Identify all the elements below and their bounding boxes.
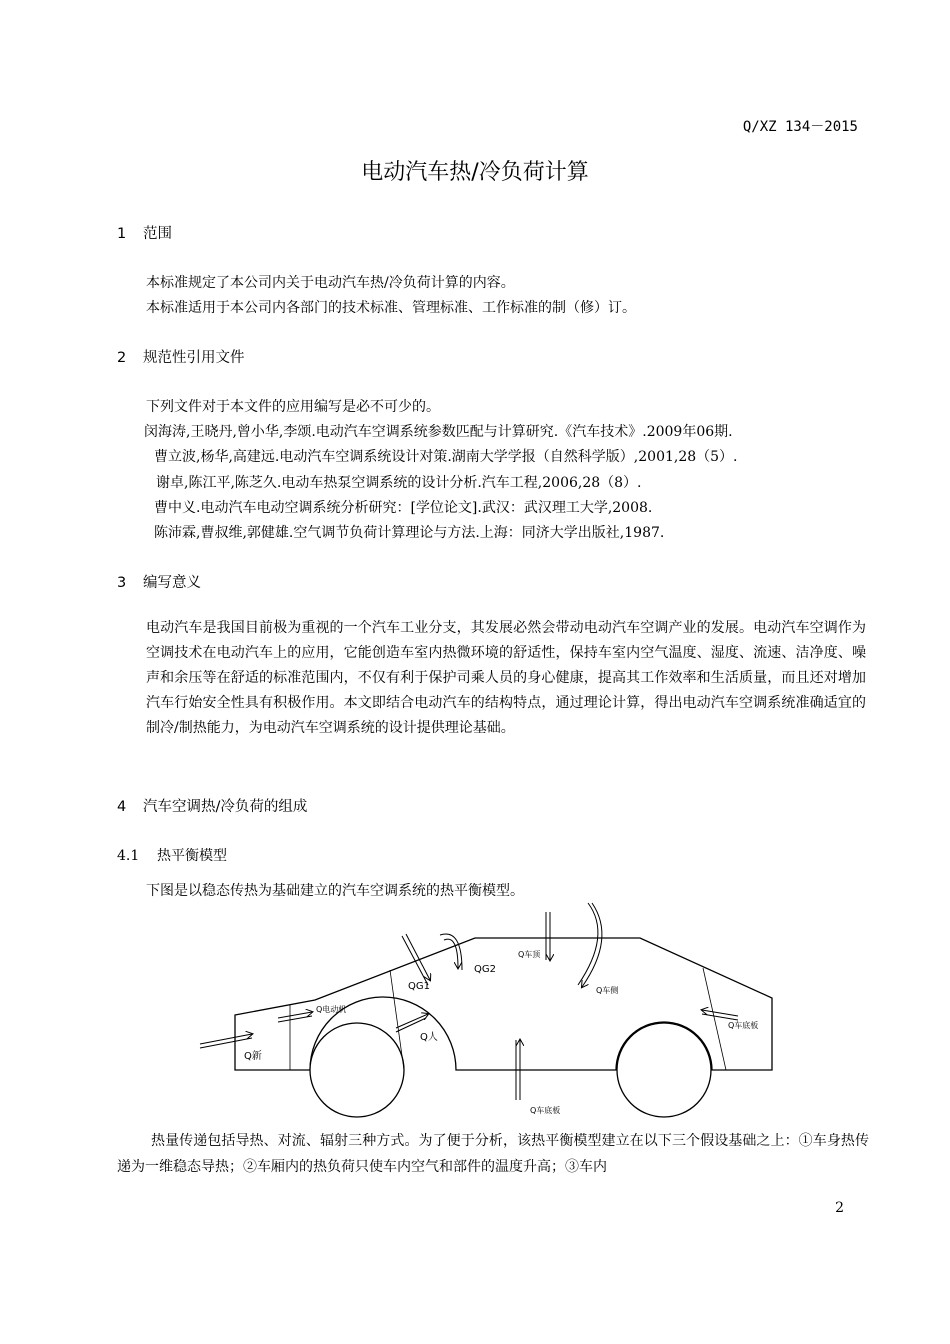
paragraph: 下图是以稳态传热为基础建立的汽车空调系统的热平衡模型。 [146,883,524,899]
arrow-q-xin [200,1034,252,1048]
section-1-heading [117,222,172,243]
arrow-qg1 [402,934,430,985]
heat-balance-diagram [190,895,790,1125]
front-wheel [310,1023,404,1117]
label-q-xin: Q新 [244,1051,262,1062]
paragraph: 下列文件对于本文件的应用编写是必不可少的。 [146,399,440,415]
reference-item: 曹立波,杨华,高建远.电动汽车空调系统设计对策.湖南大学学报（自然科学版）,2001,28（5）. [154,449,738,465]
label-q-motor: Q电动机 [316,1005,347,1014]
arrow-q-side [578,903,602,987]
standard-number: Q/XZ 134－2015 [742,119,858,135]
section-title: 规范性引用文件 [143,350,245,366]
paragraph: 本标准适用于本公司内各部门的技术标准、管理标准、工作标准的制（修）订。 [146,300,636,316]
label-qg1: QG1 [408,981,430,992]
arrow-q-person [396,1014,428,1032]
page-title: 电动汽车热/冷负荷计算 [361,160,589,185]
section-3-heading [117,571,201,592]
section-title: 汽车空调热/冷负荷的组成 [143,799,308,815]
reference-item: 闵海涛,王晓丹,曾小华,李颂.电动汽车空调系统参数匹配与计算研究.《汽车技术》.2009年06期. [144,424,733,440]
page-number: 2 [835,1200,844,1216]
label-q-roof: Q车顶 [518,950,541,959]
label-qg2: QG2 [474,964,496,975]
paragraph: 电动汽车是我国目前极为重视的一个汽车工业分支，其发展必然会带动电动汽车空调产业的发展。电动汽车空调作为空调技术在电动汽车上的应用，它能创造车室内热微环境的舒适性，保持车室内空气温度、湿度、流速、洁净度、噪声和余压等在舒适的标准范围内，不仅有利于保护司乘人员的身心健康，提高其工作效率和生活质量，而且还对增加汽车行始安全性具有积极作用。本文即结合电动汽车的结构特点，通过理论计算，得出电动汽车空调系统准确适宜的制冷/制热能力，为电动汽车空调系统的设计提供理论基础。 [146,620,866,736]
section-number: 3 [117,575,127,591]
section-number: 1 [117,226,127,242]
arrow-qg2 [440,934,462,970]
section-number: 2 [117,350,127,366]
subsection-number: 4.1 [117,848,140,864]
reference-item: 曹中义.电动汽车电动空调系统分析研究：[学位论文].武汉：武汉理工大学,2008. [154,500,653,516]
paragraph: 热量传递包括导热、对流、辐射三种方式。为了便于分析，该热平衡模型建立在以下三个假设基础之上：①车身热传递为一维稳态导热；②车厢内的热负荷只使车内空气和部件的温度升高；③车内 [117,1133,869,1175]
arrow-q-floor-right [702,1010,738,1020]
label-q-floor-bottom: Q车底板 [530,1106,561,1115]
subsection-4-1-heading [117,845,227,865]
section-4-heading [117,795,307,816]
arrow-q-roof [546,912,550,960]
section-title: 编写意义 [143,575,201,591]
paragraph: 本标准规定了本公司内关于电动汽车热/冷负荷计算的内容。 [146,275,515,291]
arrow-q-motor [278,1012,312,1022]
reference-item: 陈沛霖,曹叔维,郭健雄.空气调节负荷计算理论与方法.上海：同济大学出版社,1987. [154,525,665,541]
subsection-title: 热平衡模型 [157,848,227,864]
label-q-floor-right: Q车底板 [728,1021,759,1030]
section-title: 范围 [143,226,172,242]
label-q-person: Q人 [420,1032,438,1043]
reference-item: 谢卓,陈江平,陈芝久.电动车热泵空调系统的设计分析.汽车工程,2006,28（8）. [156,475,642,491]
section-number: 4 [117,799,127,815]
rear-wheel [617,1023,711,1117]
section-2-heading [117,346,245,367]
label-q-side: Q车侧 [596,986,619,995]
